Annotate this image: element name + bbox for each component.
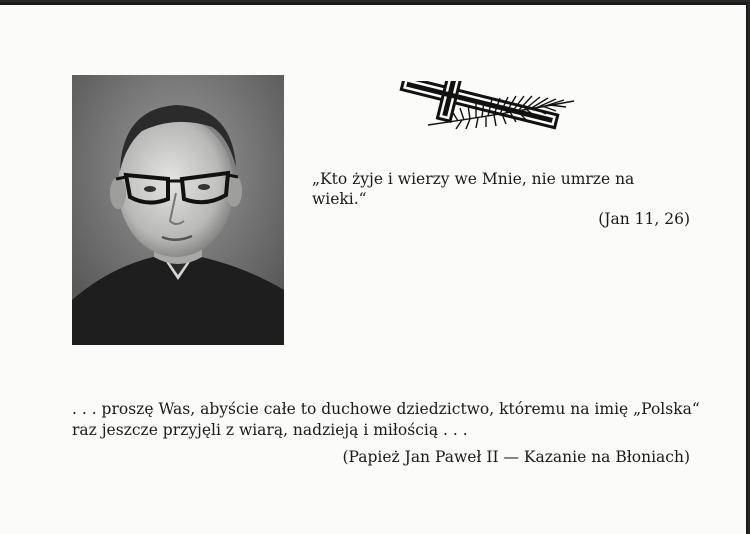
verse-reference: (Jan 11, 26) xyxy=(598,210,690,228)
cross-with-palm-branch-icon xyxy=(398,81,580,137)
sermon-attribution: (Papież Jan Paweł II — Kazanie na Błoniach) xyxy=(342,448,690,466)
sermon-line-2: raz jeszcze przyjęli z wiarą, nadzieją i miłością . . . xyxy=(72,421,468,439)
memorial-card xyxy=(0,2,748,534)
verse-text: „Kto żyje i wierzy we Mnie, nie umrze na wieki.“ xyxy=(312,170,635,208)
sermon-quote xyxy=(72,399,700,468)
portrait-photo xyxy=(72,75,284,345)
sermon-line-1: . . . proszę Was, abyście całe to duchowe dziedzictwo, któremu na imię „Polska“ xyxy=(72,400,700,418)
portrait-illustration xyxy=(72,75,284,345)
bible-verse xyxy=(312,169,692,229)
